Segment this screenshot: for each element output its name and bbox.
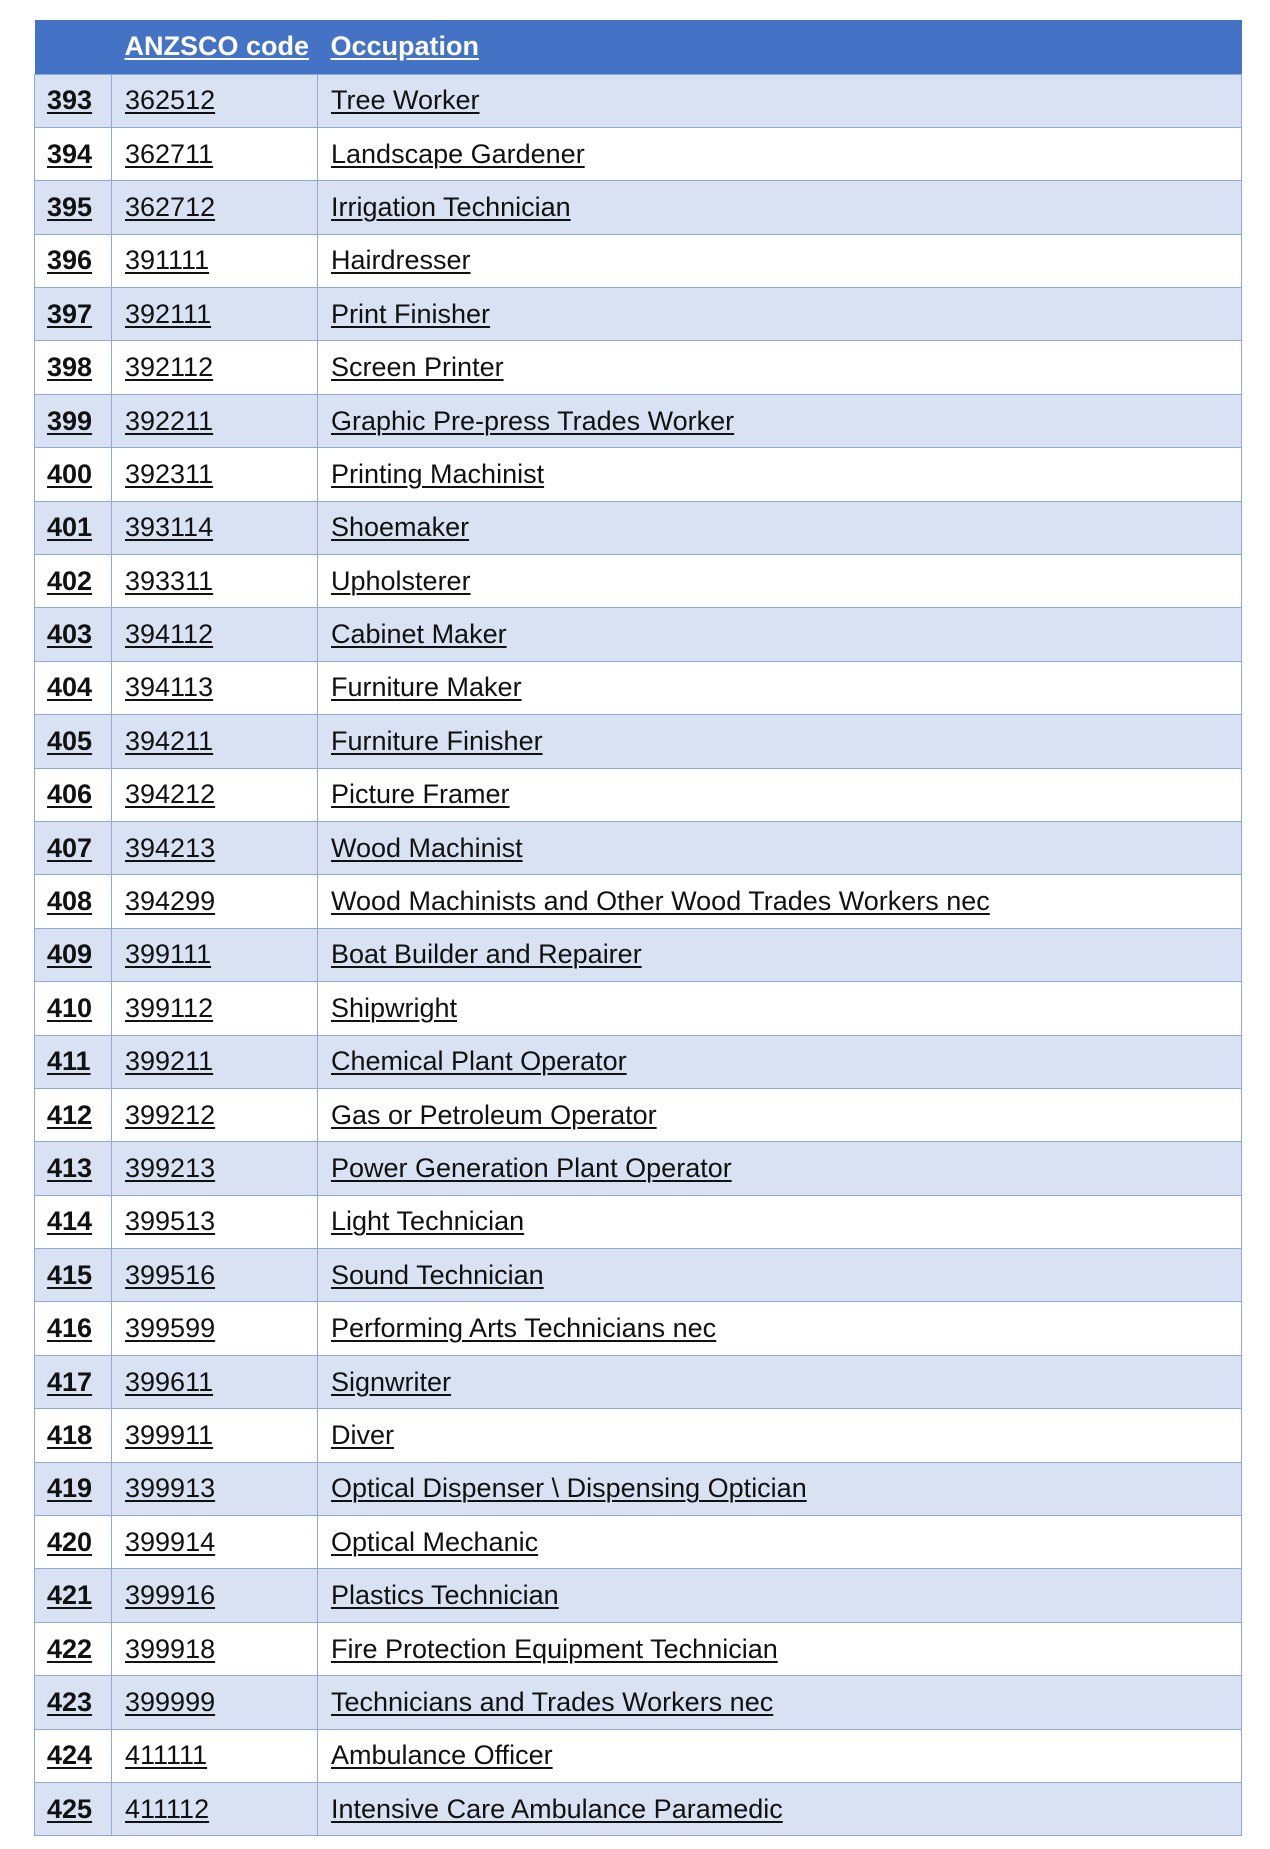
occupation-link[interactable]: Picture Framer <box>331 779 510 810</box>
table-cell <box>318 234 1242 287</box>
header-row <box>35 20 1242 74</box>
table-cell <box>35 1035 112 1088</box>
table-cell <box>35 1462 112 1515</box>
table-cell <box>35 875 112 928</box>
table-row <box>35 1249 1242 1302</box>
occupation-link[interactable]: Cabinet Maker <box>331 619 507 650</box>
table-cell <box>35 1622 112 1675</box>
table-cell <box>112 234 318 287</box>
anzsco-code-link[interactable]: 394212 <box>125 779 216 810</box>
occupation-link[interactable]: Shipwright <box>331 992 458 1023</box>
table-cell <box>318 448 1242 501</box>
row-number[interactable]: 424 <box>47 1740 93 1771</box>
table-row <box>35 1088 1242 1141</box>
table-row <box>35 1516 1242 1569</box>
table-cell <box>35 1195 112 1248</box>
table-cell <box>35 982 112 1035</box>
anzsco-code-link[interactable]: 392211 <box>125 405 214 436</box>
anzsco-code-link[interactable]: 394213 <box>125 832 216 863</box>
table-cell <box>35 1676 112 1729</box>
table-cell <box>318 1035 1242 1088</box>
anzsco-code-link[interactable]: 399914 <box>125 1526 216 1557</box>
table-row <box>35 1622 1242 1675</box>
row-number[interactable]: 421 <box>47 1580 93 1611</box>
table-cell <box>318 1142 1242 1195</box>
table-cell <box>318 608 1242 661</box>
table-cell <box>112 1783 318 1836</box>
table-cell <box>318 1355 1242 1408</box>
table-cell <box>112 1355 318 1408</box>
table-cell <box>35 1088 112 1141</box>
occupation-link[interactable]: Printing Machinist <box>331 458 545 489</box>
row-number[interactable]: 417 <box>47 1366 93 1397</box>
occupation-link[interactable]: Wood Machinists and Other Wood Trades Workers nec <box>331 886 990 917</box>
occupation-link[interactable]: Plastics Technician <box>331 1580 559 1611</box>
table-cell <box>318 127 1242 180</box>
table-cell <box>318 875 1242 928</box>
table-row <box>35 1569 1242 1622</box>
table-row <box>35 234 1242 287</box>
anzsco-code-link[interactable]: 394211 <box>125 725 214 756</box>
table-row <box>35 1783 1242 1836</box>
table-cell <box>35 1355 112 1408</box>
row-number[interactable]: 406 <box>47 779 93 810</box>
occupation-link[interactable]: Optical Mechanic <box>331 1526 539 1557</box>
occupation-table <box>34 20 1242 1836</box>
occupation-link[interactable]: Performing Arts Technicians nec <box>331 1313 717 1344</box>
table-row <box>35 608 1242 661</box>
table-cell <box>112 501 318 554</box>
table-cell <box>112 1409 318 1462</box>
anzsco-code-link[interactable]: 362712 <box>125 191 216 222</box>
anzsco-code-link[interactable]: 399911 <box>125 1419 214 1450</box>
table-cell <box>112 768 318 821</box>
table-cell <box>318 74 1242 127</box>
occupation-link[interactable]: Fire Protection Equipment Technician <box>331 1633 778 1664</box>
table-cell <box>35 1409 112 1462</box>
row-number[interactable]: 425 <box>47 1793 93 1824</box>
row-number[interactable]: 400 <box>47 458 93 489</box>
occupation-link[interactable]: Sound Technician <box>331 1259 544 1290</box>
row-number[interactable]: 422 <box>47 1633 93 1664</box>
table-cell <box>112 982 318 1035</box>
occupation-link[interactable]: Chemical Plant Operator <box>331 1046 627 1077</box>
table-cell <box>112 928 318 981</box>
table-row <box>35 715 1242 768</box>
table-cell <box>35 1142 112 1195</box>
table-cell <box>318 288 1242 341</box>
anzsco-code-link[interactable]: 399212 <box>125 1099 216 1130</box>
table-cell <box>318 501 1242 554</box>
table-cell <box>35 1249 112 1302</box>
table-cell <box>35 1516 112 1569</box>
row-number[interactable]: 399 <box>47 405 93 436</box>
anzsco-code-link[interactable]: 399111 <box>125 939 212 970</box>
table-cell <box>318 1676 1242 1729</box>
table-cell <box>112 1035 318 1088</box>
table-cell <box>35 768 112 821</box>
anzsco-code-link[interactable]: 399918 <box>125 1633 216 1664</box>
table-cell <box>35 1729 112 1782</box>
table-cell <box>318 1462 1242 1515</box>
table-row <box>35 1676 1242 1729</box>
table-cell <box>35 1302 112 1355</box>
occupation-link[interactable]: Wood Machinist <box>331 832 523 863</box>
occupation-link[interactable]: Optical Dispenser \ Dispensing Optician <box>331 1473 807 1504</box>
table-cell <box>35 288 112 341</box>
anzsco-code-link[interactable]: 394299 <box>125 886 216 917</box>
table-cell <box>35 234 112 287</box>
table-cell <box>318 1195 1242 1248</box>
anzsco-code-link[interactable]: 393114 <box>125 512 214 543</box>
table-cell <box>112 1302 318 1355</box>
table-cell <box>318 1088 1242 1141</box>
row-number[interactable]: 415 <box>47 1259 93 1290</box>
occupation-link[interactable]: Light Technician <box>331 1206 525 1237</box>
table-cell <box>35 661 112 714</box>
row-number[interactable]: 411 <box>47 1046 91 1077</box>
table-cell <box>112 821 318 874</box>
table-cell <box>318 1249 1242 1302</box>
occupation-link[interactable]: Furniture Maker <box>331 672 522 703</box>
row-number[interactable]: 416 <box>47 1313 93 1344</box>
occupation-link[interactable]: Furniture Finisher <box>331 725 543 756</box>
table-cell <box>35 1783 112 1836</box>
row-number[interactable]: 394 <box>47 138 93 169</box>
header-cell-occupation[interactable]: Occupation <box>330 31 480 62</box>
row-number[interactable]: 414 <box>47 1206 93 1237</box>
table-cell <box>318 1783 1242 1836</box>
table-cell <box>112 1462 318 1515</box>
row-number[interactable]: 419 <box>47 1473 93 1504</box>
anzsco-code-link[interactable]: 399516 <box>125 1259 216 1290</box>
anzsco-code-link[interactable]: 399513 <box>125 1206 216 1237</box>
table-cell <box>112 127 318 180</box>
occupation-link[interactable]: Boat Builder and Repairer <box>331 939 642 970</box>
row-number[interactable]: 409 <box>47 939 93 970</box>
table-cell <box>112 1569 318 1622</box>
table-cell <box>318 555 1242 608</box>
table-cell <box>112 1249 318 1302</box>
anzsco-code-link[interactable]: 399999 <box>125 1686 216 1717</box>
table-cell <box>112 608 318 661</box>
occupation-link[interactable]: Shoemaker <box>331 512 470 543</box>
header-cell-anzsco-code[interactable]: ANZSCO code <box>124 31 310 62</box>
row-number[interactable]: 405 <box>47 725 93 756</box>
table-cell <box>35 608 112 661</box>
table-row <box>35 74 1242 127</box>
table-cell <box>318 341 1242 394</box>
table-cell <box>318 928 1242 981</box>
anzsco-code-link[interactable]: 411112 <box>125 1793 210 1824</box>
table-body <box>35 74 1242 1836</box>
row-number[interactable]: 393 <box>47 85 93 116</box>
table-cell <box>112 1729 318 1782</box>
table-row <box>35 1729 1242 1782</box>
table-cell <box>318 1302 1242 1355</box>
table-cell <box>318 715 1242 768</box>
occupation-link[interactable]: Power Generation Plant Operator <box>331 1153 732 1183</box>
anzsco-code-link[interactable]: 393311 <box>125 565 214 596</box>
row-number[interactable]: 402 <box>47 565 93 596</box>
anzsco-code-link[interactable]: 399913 <box>125 1473 216 1504</box>
occupation-link[interactable]: Technicians and Trades Workers nec <box>331 1686 774 1717</box>
table-row <box>35 1409 1242 1462</box>
table-row <box>35 821 1242 874</box>
table-cell <box>112 555 318 608</box>
occupation-link[interactable]: Signwriter <box>331 1366 452 1397</box>
row-number[interactable]: 404 <box>47 672 93 703</box>
table-cell <box>112 1195 318 1248</box>
table-cell <box>112 394 318 447</box>
table-row <box>35 1355 1242 1408</box>
table-row <box>35 1035 1242 1088</box>
table-cell <box>318 661 1242 714</box>
anzsco-code-link[interactable]: 391111 <box>125 245 210 276</box>
table-cell <box>35 74 112 127</box>
anzsco-code-link[interactable]: 394112 <box>125 619 214 650</box>
anzsco-code-link[interactable]: 411111 <box>125 1740 208 1771</box>
table-row <box>35 768 1242 821</box>
row-number[interactable]: 412 <box>47 1099 93 1130</box>
anzsco-code-link[interactable]: 394113 <box>125 672 214 703</box>
table-cell <box>35 821 112 874</box>
anzsco-code-link[interactable]: 399213 <box>125 1153 216 1183</box>
row-number[interactable]: 397 <box>47 298 93 329</box>
row-number[interactable]: 395 <box>47 191 93 222</box>
table-cell <box>112 661 318 714</box>
occupation-link[interactable]: Diver <box>331 1419 395 1450</box>
table-cell <box>318 1622 1242 1675</box>
row-number[interactable]: 410 <box>47 992 93 1023</box>
anzsco-code-link[interactable]: 362512 <box>125 85 216 116</box>
table-cell <box>35 555 112 608</box>
row-number[interactable]: 401 <box>47 512 93 543</box>
occupation-link[interactable]: Ambulance Officer <box>331 1740 553 1771</box>
table-row <box>35 982 1242 1035</box>
table-cell <box>112 448 318 501</box>
table-row <box>35 661 1242 714</box>
anzsco-code-link[interactable]: 399611 <box>125 1366 214 1397</box>
row-number[interactable]: 423 <box>47 1686 93 1717</box>
table-row <box>35 928 1242 981</box>
table-row <box>35 288 1242 341</box>
table-row <box>35 501 1242 554</box>
table-cell <box>35 448 112 501</box>
table-cell <box>318 1569 1242 1622</box>
table-cell <box>35 127 112 180</box>
occupation-link[interactable]: Irrigation Technician <box>331 191 571 222</box>
table-row <box>35 555 1242 608</box>
table-row <box>35 127 1242 180</box>
table-cell <box>35 1569 112 1622</box>
table-row <box>35 1195 1242 1248</box>
table-row <box>35 448 1242 501</box>
row-number[interactable]: 407 <box>47 832 93 863</box>
table-row <box>35 1302 1242 1355</box>
table-cell <box>35 181 112 234</box>
table-cell <box>318 1409 1242 1462</box>
table-cell <box>318 181 1242 234</box>
table-row <box>35 394 1242 447</box>
table-cell <box>318 768 1242 821</box>
row-number[interactable]: 420 <box>47 1526 93 1557</box>
occupation-link[interactable]: Tree Worker <box>331 85 480 116</box>
anzsco-code-link[interactable]: 399916 <box>125 1580 216 1611</box>
occupation-link[interactable]: Intensive Care Ambulance Paramedic <box>331 1793 783 1824</box>
anzsco-code-link[interactable]: 399599 <box>125 1313 216 1344</box>
table-cell <box>318 1516 1242 1569</box>
occupation-link[interactable]: Print Finisher <box>331 298 491 329</box>
row-number[interactable]: 413 <box>47 1153 93 1183</box>
row-number[interactable]: 418 <box>47 1419 93 1450</box>
anzsco-code-link[interactable]: 392311 <box>125 458 214 489</box>
table-cell <box>35 341 112 394</box>
table-cell <box>35 928 112 981</box>
anzsco-code-link[interactable]: 399112 <box>125 992 214 1023</box>
occupation-link[interactable]: Hairdresser <box>331 245 471 276</box>
table-cell <box>112 181 318 234</box>
table-cell <box>112 74 318 127</box>
table-cell <box>112 1622 318 1675</box>
table-cell <box>112 875 318 928</box>
occupation-link[interactable]: Screen Printer <box>331 352 504 383</box>
row-number[interactable]: 403 <box>47 619 93 650</box>
table-row <box>35 1142 1242 1195</box>
table-cell <box>318 821 1242 874</box>
header-cell-number <box>35 20 112 74</box>
table-row <box>35 341 1242 394</box>
table-cell <box>318 1729 1242 1782</box>
anzsco-code-link[interactable]: 362711 <box>125 138 214 169</box>
anzsco-code-link[interactable]: 392112 <box>125 352 214 383</box>
anzsco-code-link[interactable]: 399211 <box>125 1046 214 1077</box>
anzsco-code-link[interactable]: 392111 <box>125 298 212 329</box>
table-cell <box>35 501 112 554</box>
table-cell <box>35 394 112 447</box>
table-cell <box>318 982 1242 1035</box>
table-cell <box>112 1676 318 1729</box>
occupation-link[interactable]: Landscape Gardener <box>331 138 585 169</box>
row-number[interactable]: 408 <box>47 886 93 917</box>
row-number[interactable]: 398 <box>47 352 93 383</box>
occupation-link[interactable]: Gas or Petroleum Operator <box>331 1099 657 1130</box>
table-row <box>35 181 1242 234</box>
table-row <box>35 1462 1242 1515</box>
table-cell <box>112 715 318 768</box>
table-row <box>35 875 1242 928</box>
table-header <box>35 20 1242 74</box>
occupation-link[interactable]: Upholsterer <box>331 565 471 596</box>
table-cell <box>112 1088 318 1141</box>
row-number[interactable]: 396 <box>47 245 93 276</box>
table-cell <box>112 1516 318 1569</box>
table-cell <box>112 288 318 341</box>
table-cell <box>112 341 318 394</box>
occupation-link[interactable]: Graphic Pre-press Trades Worker <box>331 405 735 436</box>
table-cell <box>35 715 112 768</box>
table-cell <box>112 1142 318 1195</box>
table-cell <box>318 394 1242 447</box>
